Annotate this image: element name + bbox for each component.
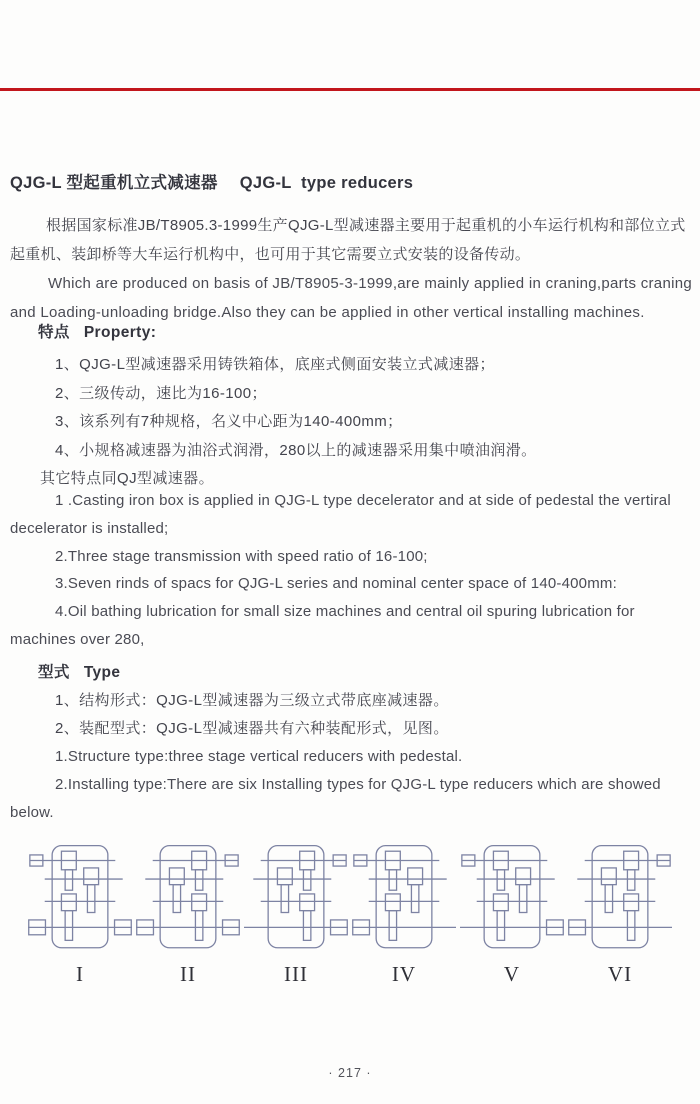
property-item-en: 1 .Casting iron box is applied in QJG-L type decelerator and at side of pedestal the vertiral decelerator is installed; <box>10 492 671 537</box>
diagram-label: VI <box>607 962 633 986</box>
reducer-diagram <box>136 840 240 987</box>
type-list-en <box>10 743 694 827</box>
gearbox-schematic <box>28 840 132 959</box>
gearbox-schematic <box>352 840 456 959</box>
gearbox-schematic <box>136 840 240 959</box>
type-heading <box>38 660 120 682</box>
type-heading-zh: 型式 <box>38 664 70 681</box>
gearbox-schematic <box>568 840 672 959</box>
type-item-zh: 2、装配型式：QJG-L型减速器共有六种装配形式，见图。 <box>55 720 449 737</box>
reducer-diagram <box>28 840 132 987</box>
type-list-zh <box>10 687 694 743</box>
intro-paragraph-zh: 根据国家标准JB/T8905.3-1999生产QJG-L型减速器主要用于起重机的小车运行机构和部位立式起重机、装卸桥等大车运行机构中，也可用于其它需要立式安装的设备传动。 <box>10 217 686 263</box>
page-title <box>10 169 694 193</box>
gearbox-schematic <box>244 840 348 959</box>
property-list-en <box>10 487 694 654</box>
page-number: · 217 · <box>328 1066 372 1080</box>
property-item-zh: 4、小规格减速器为油浴式润滑，280以上的减速器采用集中喷油润滑。 <box>55 441 537 459</box>
property-item-zh: 3、该系列有7种规格，名义中心距为140-400mm； <box>55 413 403 431</box>
diagram-label: V <box>503 962 521 986</box>
reducer-diagram <box>352 840 456 987</box>
property-list-zh <box>10 351 694 494</box>
property-heading-zh: 特点 <box>38 324 70 341</box>
property-item-zh: 1、QJG-L型减速器采用铸铁箱体，底座式侧面安装立式减速器； <box>55 356 495 373</box>
page-title-zh: QJG-L 型起重机立式减速器 <box>10 174 218 192</box>
property-heading <box>38 320 156 342</box>
diagram-label: III <box>284 962 308 986</box>
type-item-zh: 1、结构形式：QJG-L型减速器为三级立式带底座减速器。 <box>55 692 449 709</box>
property-item-en: 4.Oil bathing lubrication for small size machines and central oil spuring lubrication for machines over 280, <box>10 603 635 648</box>
type-item-en: 2.Installing type:There are six Installing types for QJG-L type reducers which are showed below. <box>10 776 661 821</box>
type-heading-en: Type <box>83 664 121 681</box>
reducer-diagram <box>460 840 564 987</box>
intro-paragraph-en: Which are produced on basis of JB/T8905-3-1999,are mainly applied in craning,parts craning and Loading-unloading bridge.Also they can be applied in other vertical installing machines. <box>10 275 697 321</box>
diagram-label: II <box>180 962 196 986</box>
top-red-rule <box>0 88 700 91</box>
reducer-diagram <box>244 840 348 987</box>
property-item-zh: 2、三级传动，速比为16-100； <box>55 384 267 402</box>
property-heading-en: Property: <box>83 324 157 341</box>
reducer-diagram <box>568 840 672 987</box>
page-title-en: QJG-L type reducers <box>239 174 414 192</box>
property-item-en: 3.Seven rinds of spacs for QJG-L series and nominal center space of 140-400mm: <box>55 575 617 593</box>
property-item-en: 2.Three stage transmission with speed ratio of 16-100; <box>55 547 428 565</box>
gearbox-schematic <box>460 840 564 959</box>
diagram-label: IV <box>391 962 417 986</box>
type-item-en: 1.Structure type:three stage vertical reducers with pedestal. <box>55 748 463 765</box>
property-item-zh: 其它特点同QJ型减速器。 <box>40 470 214 488</box>
diagram-label: I <box>76 962 84 986</box>
installing-type-diagrams <box>28 840 672 987</box>
